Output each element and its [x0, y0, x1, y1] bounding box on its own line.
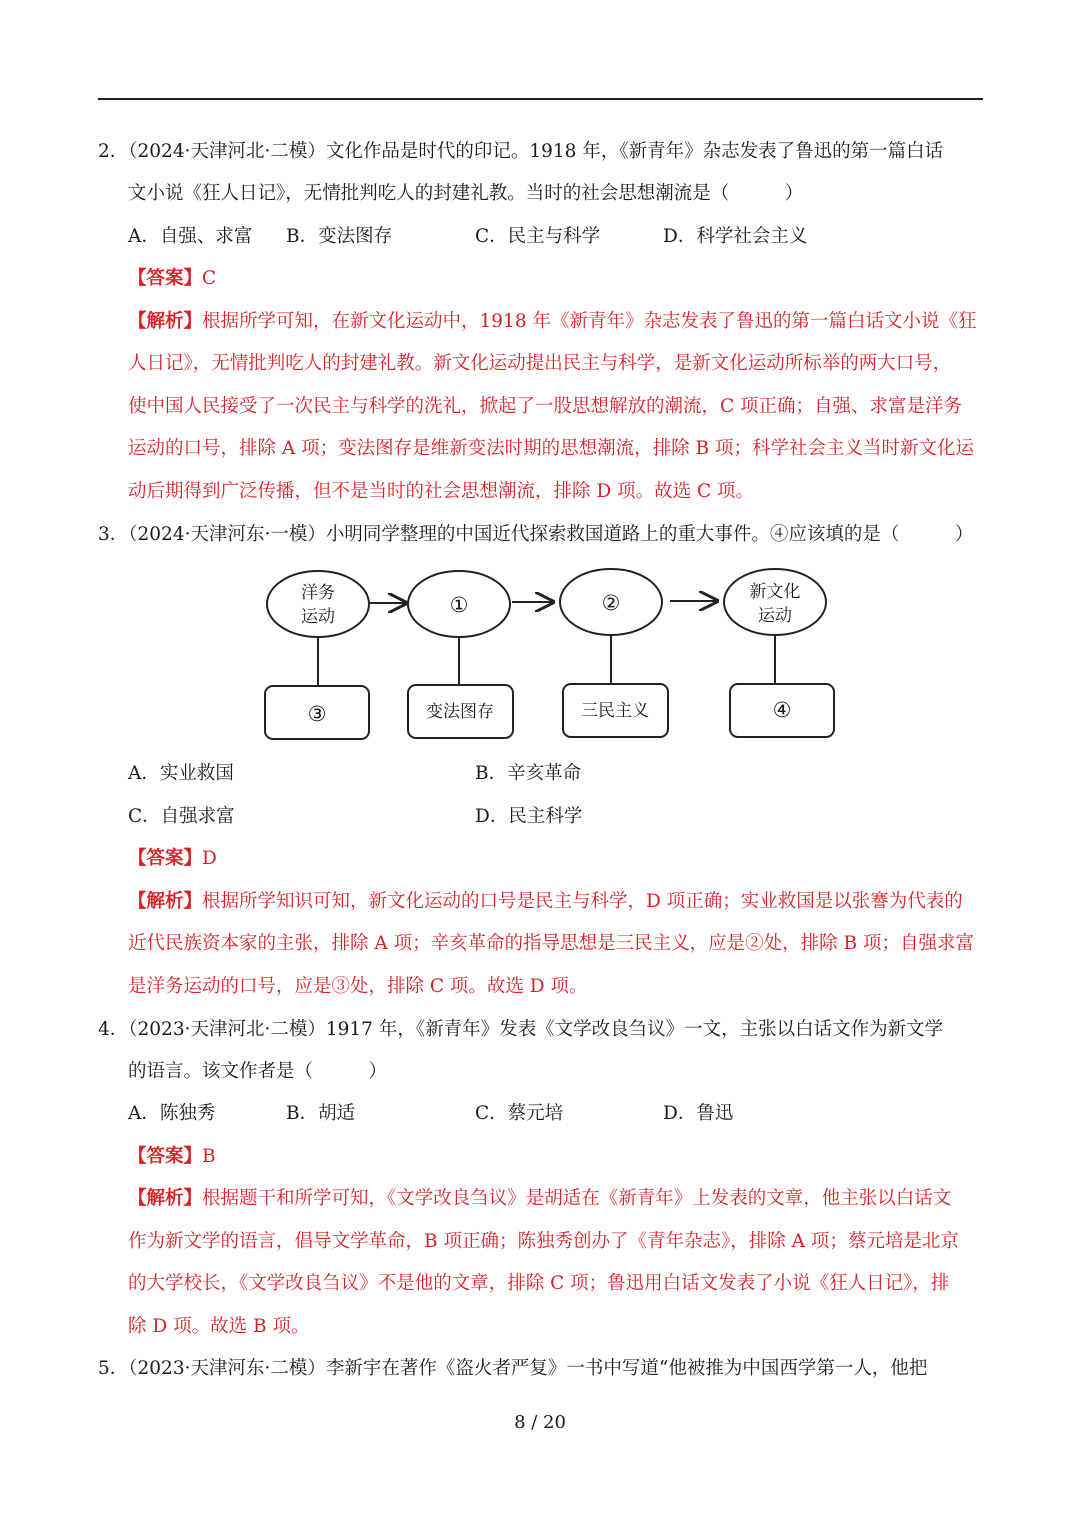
diagram-label-yangwu-2: 运动: [301, 607, 335, 627]
q4-option-d: D．鲁迅: [663, 1103, 734, 1124]
q4-answer-tag: 【答案】: [128, 1146, 203, 1167]
q2-analysis-line-3: 使中国人民接受了一次民主与科学的洗礼，掀起了一股思想解放的潮流，C 项正确；自强、求富是洋务: [128, 396, 963, 417]
q3-analysis-line-1: 【解析】根据所学知识可知，新文化运动的口号是民主与科学，D 项正确；实业救国是以张謇为代表的: [128, 891, 963, 912]
q4-answer: [128, 1144, 216, 1170]
diagram-label-xinwenhua-1: 新文化: [749, 582, 801, 602]
diagram-label-1: ①: [449, 593, 469, 617]
q2-analysis-line-5: 动后期得到广泛传播，但不是当时的社会思想潮流，排除 D 项。故选 C 项。: [128, 481, 755, 502]
q4-analysis-line-2: 作为新文学的语言，倡导文学革命，B 项正确；陈独秀创办了《青年杂志》，排除 A 项；蔡元培是北京: [128, 1231, 959, 1252]
diagram-label-4: ④: [772, 698, 792, 722]
q4-analysis-line-1: 【解析】根据题干和所学可知，《文学改良刍议》是胡适在《新青年》上发表的文章，他主张以白话文: [128, 1188, 952, 1209]
q2-answer-value: C: [202, 268, 217, 289]
q2-answer: [128, 266, 216, 292]
q4-answer-value: B: [202, 1146, 216, 1167]
q4-option-a: A．陈独秀: [128, 1103, 216, 1124]
q4-option-c: C．蔡元培: [475, 1103, 564, 1124]
q4-analysis-tag: 【解析】: [128, 1188, 203, 1209]
q2-option-a: A．自强、求富: [128, 226, 253, 247]
q3-answer: [128, 846, 217, 872]
q3-answer-tag: 【答案】: [128, 848, 203, 869]
q3-option-a: A．实业救国: [128, 763, 234, 784]
q2-option-b: B．变法图存: [286, 226, 393, 247]
q2-analysis-line-2: 人日记》，无情批判吃人的封建礼教。新文化运动提出民主与科学，是新文化运动所标举的两大口号，: [128, 353, 952, 374]
q3-stem-line-1: 3．（2024·天津河东·一模）小明同学整理的中国近代探索救国道路上的重大事件。④应该填的是（ ）: [98, 524, 974, 545]
diagram-label-bianfa: 变法图存: [426, 702, 494, 722]
q4-analysis-line-3: 的大学校长，《文学改良刍议》不是他的文章，排除 C 项；鲁迅用白话文发表了小说《狂人日记》，排: [128, 1273, 950, 1294]
q2-answer-tag: 【答案】: [128, 268, 203, 289]
q3-answer-value: D: [202, 848, 217, 869]
q3-analysis-tag: 【解析】: [128, 891, 203, 912]
page-number: 8 / 20: [514, 1412, 566, 1433]
q3-diagram: [260, 566, 840, 746]
q4-option-b: B．胡适: [286, 1103, 356, 1124]
q2-analysis-tag: 【解析】: [128, 311, 203, 332]
q2-analysis-line-1: 【解析】根据所学可知，在新文化运动中，1918 年《新青年》杂志发表了鲁迅的第一篇白话文小说《狂: [128, 311, 977, 332]
diagram-label-3: ③: [307, 702, 327, 726]
diagram-node-yangwu: [267, 571, 369, 637]
diagram-label-xinwenhua-2: 运动: [758, 606, 792, 626]
q2-analysis-line-4: 运动的口号，排除 A 项；变法图存是维新变法时期的思想潮流，排除 B 项；科学社会主义当时新文化运: [128, 438, 974, 459]
q3-option-c: C．自强求富: [128, 806, 235, 827]
q2-option-c: C．民主与科学: [475, 226, 601, 247]
q2-stem-line-1: 2．（2024·天津河北·二模）文化作品是时代的印记。1918 年，《新青年》杂志发表了鲁迅的第一篇白话: [98, 141, 944, 162]
q3-option-b: B．辛亥革命: [475, 763, 582, 784]
diagram-label-yangwu-1: 洋务: [301, 583, 335, 603]
q2-stem-line-2: 文小说《狂人日记》，无情批判吃人的封建礼教。当时的社会思想潮流是（ ）: [128, 183, 804, 204]
diagram-label-2: ②: [601, 591, 621, 615]
q3-option-d: D．民主科学: [475, 806, 583, 827]
header-rule: [98, 98, 983, 100]
q4-analysis-line-4: 除 D 项。故选 B 项。: [128, 1316, 310, 1337]
diagram-label-sanmin: 三民主义: [581, 701, 649, 721]
q4-stem-line-2: 的语言。该文作者是（ ）: [128, 1061, 388, 1082]
q2-option-d: D．科学社会主义: [663, 226, 808, 247]
q4-stem-line-1: 4．（2023·天津河北·二模）1917 年，《新青年》发表《文学改良刍议》一文，主张以白话文作为新文学: [98, 1019, 944, 1040]
q3-analysis-line-3: 是洋务运动的口号，应是③处，排除 C 项。故选 D 项。: [128, 976, 588, 997]
q3-analysis-line-2: 近代民族资本家的主张，排除 A 项；辛亥革命的指导思想是三民主义，应是②处，排除 B 项；自强求富: [128, 933, 974, 954]
q5-stem-line-1: 5．（2023·天津河东·二模）李新宇在著作《盗火者严复》一书中写道“他被推为中国西学第一人，他把: [98, 1358, 928, 1379]
